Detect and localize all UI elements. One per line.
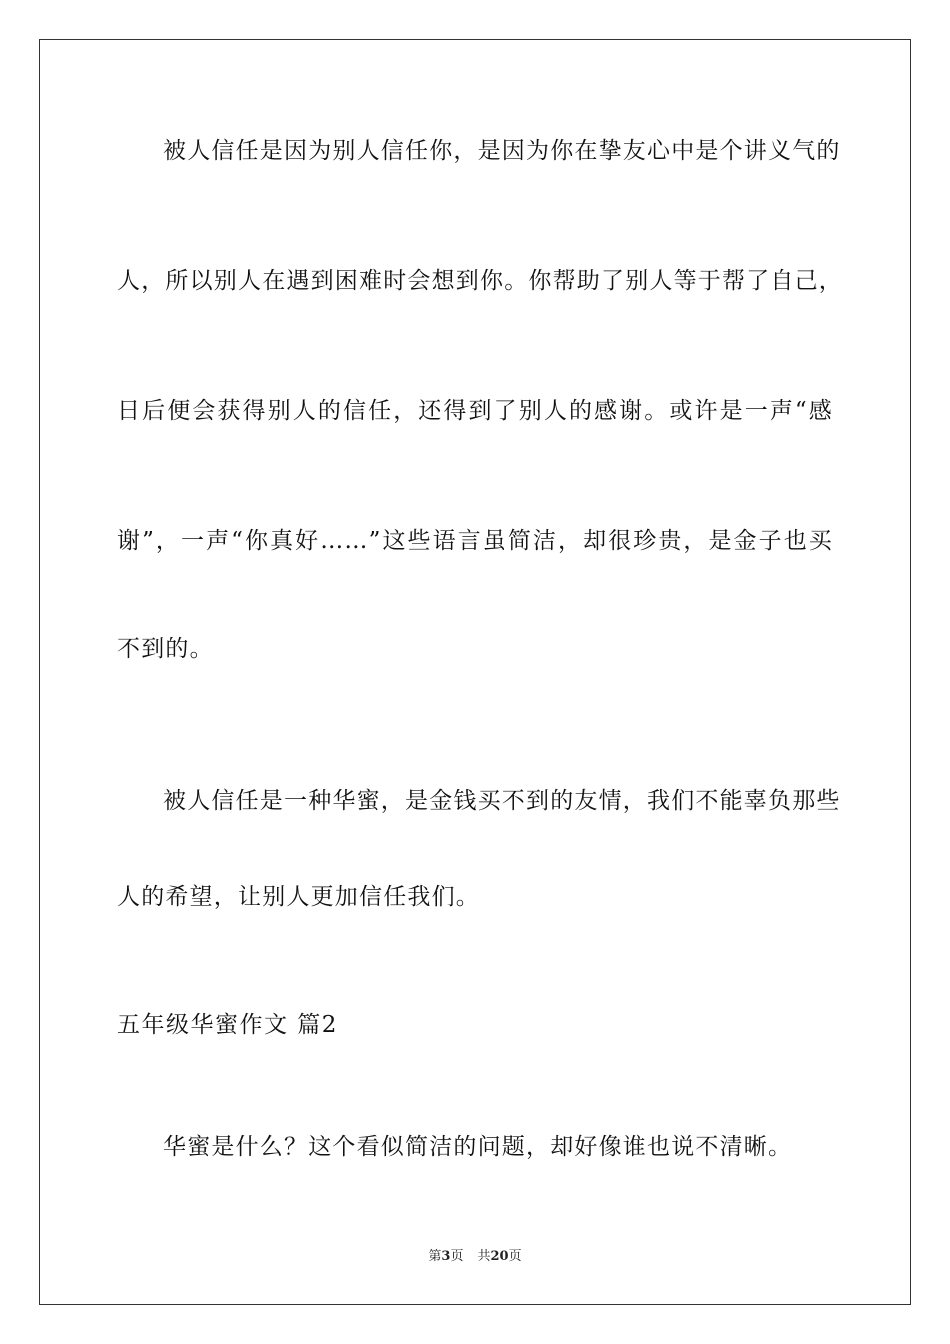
text-line: 人，所以别人在遇到困难时会想到你。你帮助了别人等于帮了自己， — [117, 268, 843, 294]
total-pages-number: 20 — [490, 1249, 509, 1264]
page-prefix: 第 — [428, 1249, 442, 1264]
total-prefix: 共 — [477, 1249, 491, 1264]
text-line: 谢”，一声“你真好……”这些语言虽简洁，却很珍贵，是金子也买 — [117, 528, 833, 554]
text-line: 人的希望，让别人更加信任我们。 — [117, 884, 480, 910]
text-line: 被人信任是因为别人信任你，是因为你在挚友心中是个讲义气的 — [163, 138, 841, 164]
text-line: 日后便会获得别人的信任，还得到了别人的感谢。或许是一声“感 — [117, 398, 833, 424]
page-footer — [0, 1248, 950, 1266]
section-heading: 五年级华蜜作文 篇2 — [117, 1012, 338, 1038]
text-line: 不到的。 — [117, 636, 214, 662]
total-suffix: 页 — [508, 1249, 522, 1264]
page-border — [39, 39, 911, 1305]
page-suffix: 页 — [450, 1249, 464, 1264]
text-line: 被人信任是一种华蜜，是金钱买不到的友情，我们不能辜负那些 — [163, 788, 841, 814]
text-line: 华蜜是什么？这个看似简洁的问题，却好像谁也说不清晰。 — [163, 1134, 793, 1160]
current-page-number: 3 — [441, 1249, 451, 1264]
